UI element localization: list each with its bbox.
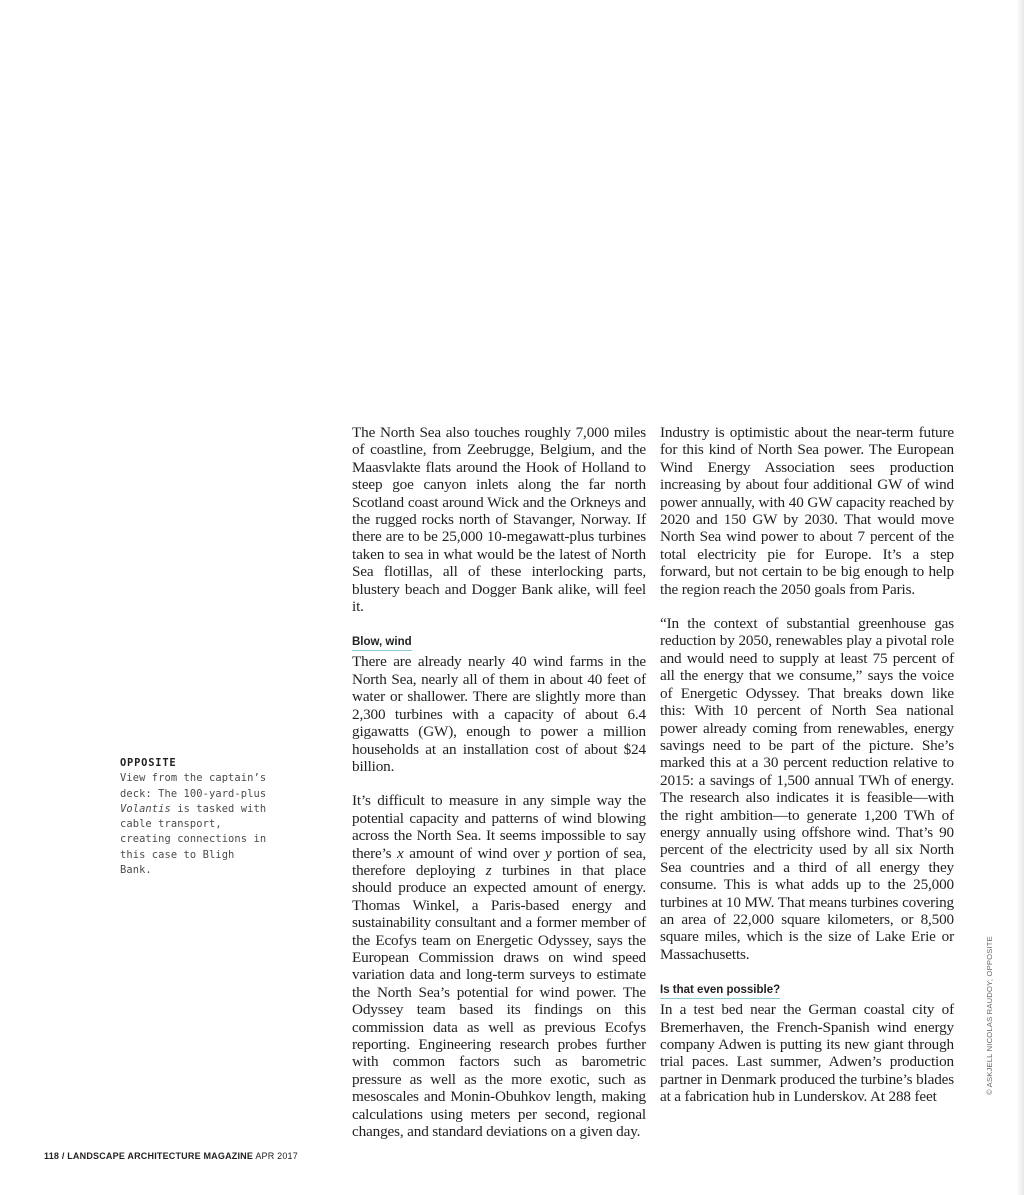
caption-text-end: is tasked with cable transport, creating connections in this case to Bligh Bank.	[120, 802, 267, 877]
caption-vessel-name: Volantis	[120, 802, 171, 815]
paragraph: The North Sea also touches roughly 7,000 miles of coastline, from Zeebrugge, Belgium, and the Maasvlakte flats around the Hook of Holland to steep goe canyon inlets along the far north Scotland coast around Wick and the Orkneys and the rugged rocks north of Stavanger, Norway. If there are to be 25,000 10-megawatt-plus turbines taken to sea in what would be the latest of North Sea flotillas, all of these interlocking parts, blustery beach and Dogger Bank alike, will feel it.	[352, 424, 646, 616]
paragraph-gap	[660, 598, 954, 615]
subhead-blow-wind: Blow, wind	[352, 635, 412, 651]
photo-credit: © ASKJELL NICOLAS RAUDOY; OPPOSITE	[985, 936, 994, 1095]
paragraph-gap	[352, 775, 646, 792]
paragraph-gap	[352, 615, 646, 632]
paragraph: There are already nearly 40 wind farms in the North Sea, nearly all of them in about 40 feet of water or shallower. There are slightly more than 2,300 turbines with a capacity of about 6.4 gigawatts (GW), enough to power a million households at an installation cost of about $24 billion.	[352, 653, 646, 775]
paragraph	[352, 792, 646, 1140]
paragraph-text: It’s difficult to measure in any simple way the potential capacity and patterns of wind blowing across the North Sea. It seems impossible to say there’s	[352, 792, 646, 862]
paragraph: Industry is optimistic about the near-term future for this kind of North Sea power. The European Wind Energy Association sees production increasing by about four additional GW of wind power annually, with 40 GW capacity reached by 2020 and 150 GW by 2030. That would move North Sea wind power to about 7 percent of the total electricity pie for Europe. It’s a step forward, but not certain to be big enough to help the region reach the 2050 goals from Paris.	[660, 424, 954, 598]
photo-caption	[120, 756, 270, 878]
variable-z: z	[485, 861, 492, 879]
article-column-left	[352, 424, 646, 1140]
paragraph-text: amount of wind over	[403, 844, 545, 862]
paragraph-text: portion of sea, therefore deploying	[352, 844, 646, 879]
subhead-is-that-even-possible: Is that even possible?	[660, 983, 780, 999]
page-footer-folio	[44, 1150, 298, 1162]
page-edge-shadow	[1016, 0, 1024, 1195]
caption-text: View from the captain’s deck: The 100-yard-plus	[120, 772, 267, 800]
folio-issue-date: APR 2017	[255, 1151, 298, 1161]
paragraph: “In the context of substantial greenhouse gas reduction by 2050, renewables play a pivotal role and would need to supply at least 75 percent of all the energy that we consume,” says the voice of Energetic Odyssey. That breaks down like this: With 10 percent of North Sea national power already coming from renewables, energy savings need to be part of the picture. She’s marked this at a 30 percent reduction relative to 2015: a savings of 1,500 annual TWh of energy. The research also indicates it is feasible—with the right ambition—to generate 1,200 TWh of energy annually using offshore wind. That’s 90 percent of the electricity used by all six North Sea countries and a third of all energy they consume. This is what adds up to the 25,000 turbines at 10 MW. That means turbines covering an area of 22,000 square kilometers, or 8,500 square miles, which is the size of Lake Erie or Massachusetts.	[660, 615, 954, 963]
variable-y: y	[544, 844, 552, 862]
paragraph-gap	[660, 963, 954, 980]
folio-page-title: 118 / LANDSCAPE ARCHITECTURE MAGAZINE	[44, 1151, 254, 1161]
caption-title: OPPOSITE	[120, 757, 177, 769]
article-column-right	[660, 424, 954, 1106]
variable-x: x	[397, 844, 404, 862]
paragraph-text: turbines in that place should produce an expected amount of energy. Thomas Winkel, a Paris-based energy and sustainability consultant and a former member of the Ecofys team on Energetic Odyssey, says the European Commission draws on wind speed variation data and long-term surveys to estimate the North Sea’s potential for wind power. The Odyssey team based its findings on this commission data as well as previous Ecofys reporting. Engineering research probes further with common factors such as barometric pressure as well as the more exotic, such as mesoscales and Monin-Obuhkov length, making calculations using meters per second, regional changes, and standard deviations on a given day.	[352, 861, 647, 1141]
paragraph: In a test bed near the German coastal city of Bremerhaven, the French-Spanish wind energy company Adwen is putting its new giant through trial paces. Last summer, Adwen’s production partner in Denmark produced the turbine’s blades at a fabrication hub in Lunderskov. At 288 feet	[660, 1001, 954, 1106]
